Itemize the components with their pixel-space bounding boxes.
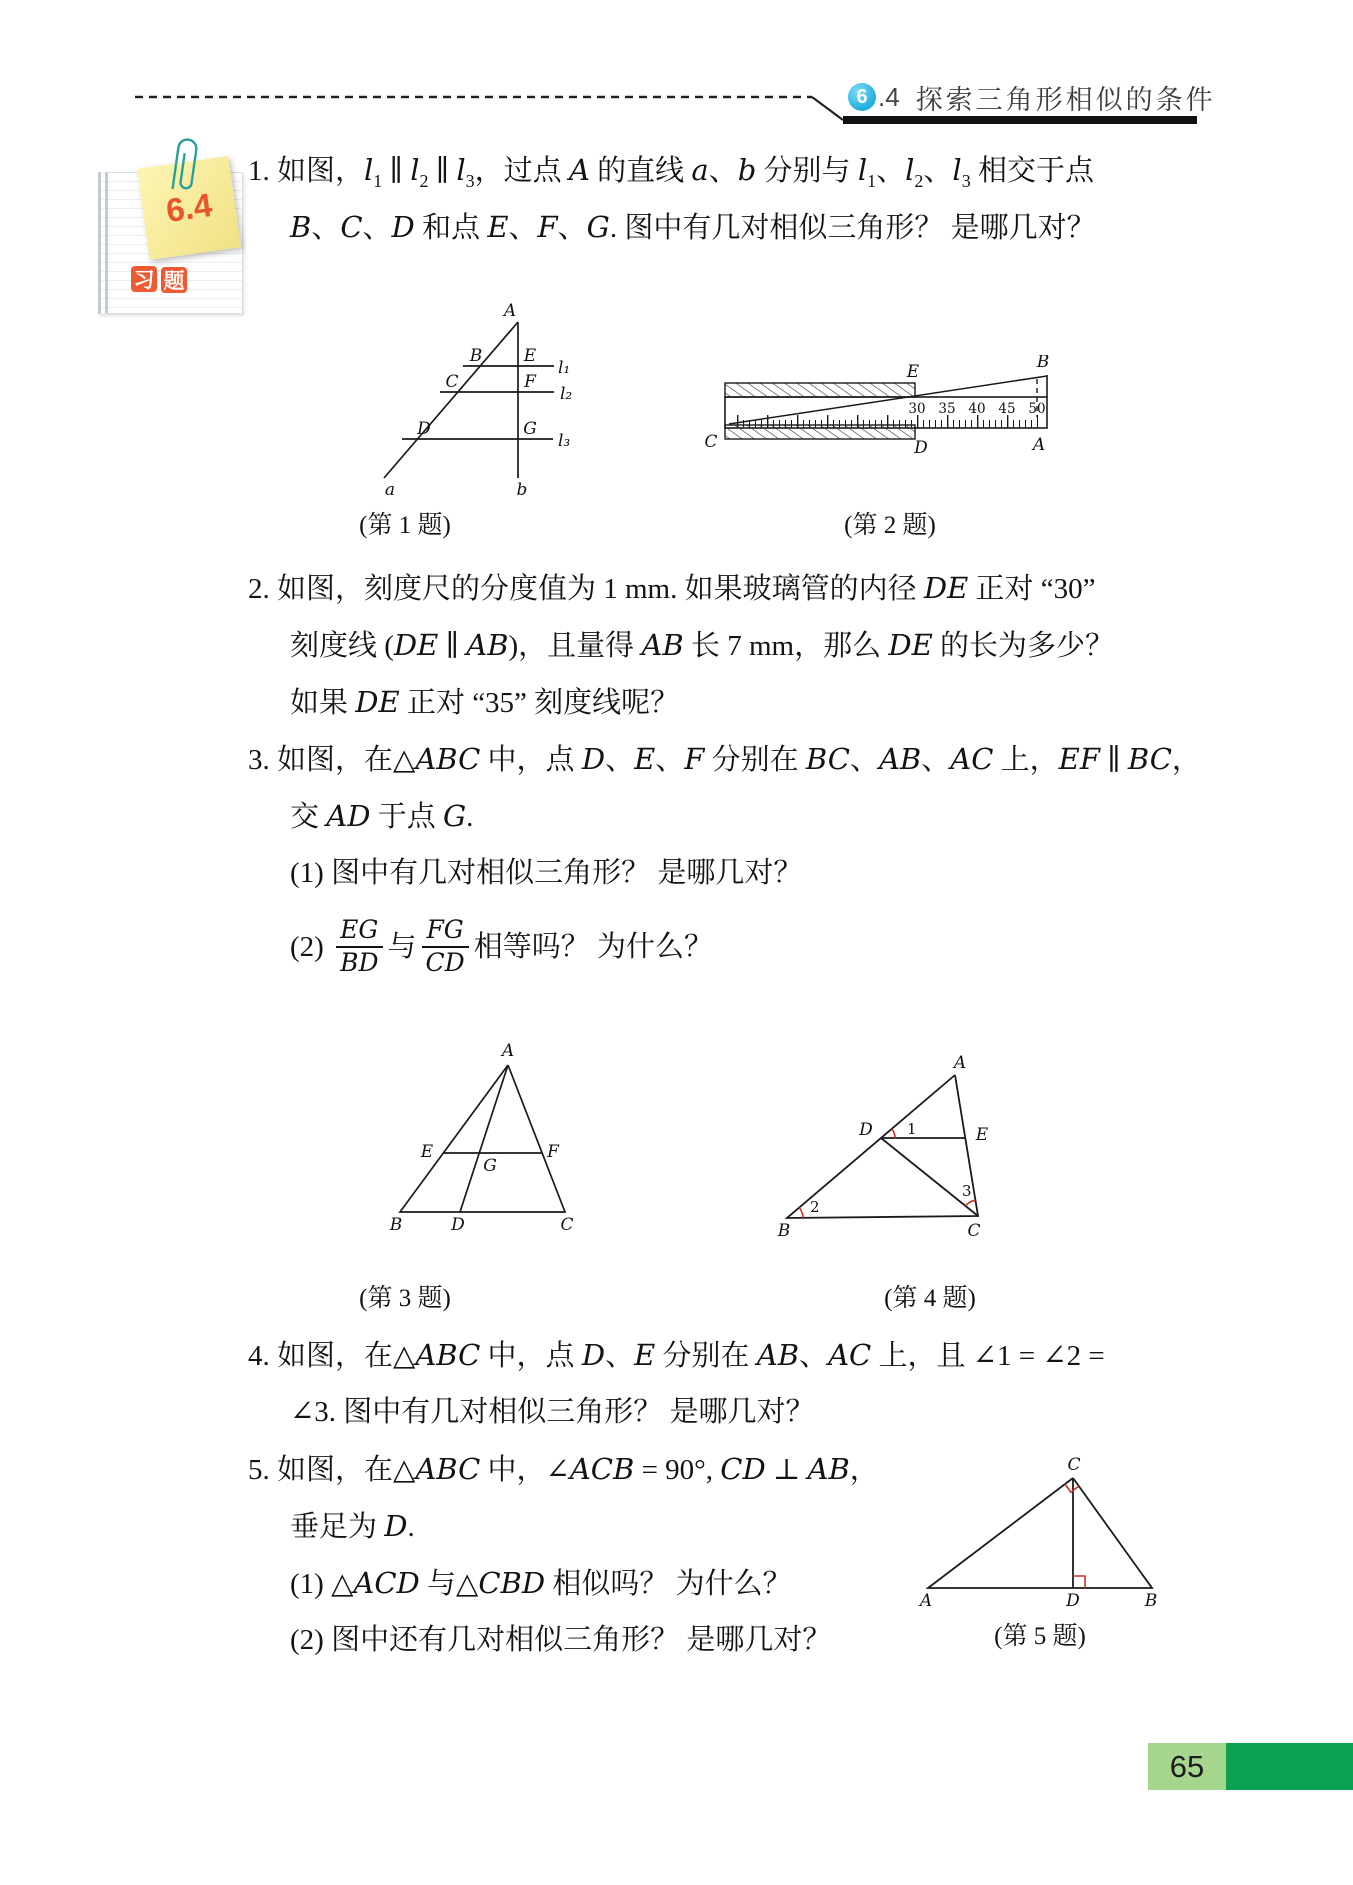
- fig1-label-a: a: [384, 480, 396, 500]
- ruler-tick-50: 50: [1028, 401, 1046, 417]
- ruler-tick-45: 45: [998, 401, 1016, 417]
- angle-3-arc: [966, 1200, 976, 1206]
- fig3-label-G: G: [483, 1156, 497, 1176]
- figure-problem-5: [915, 1440, 1165, 1615]
- ruler-tick-35: 35: [938, 401, 956, 417]
- tube-upper-wall: [725, 383, 915, 397]
- fig2-label-A: A: [1032, 435, 1046, 455]
- fig4-angle-2: 2: [810, 1198, 820, 1216]
- fig4-label-E: E: [975, 1125, 989, 1145]
- figure-problem-2: [695, 355, 1075, 505]
- fig1-label-B: B: [469, 346, 483, 366]
- figure-2-caption: (第 2 题): [844, 512, 936, 539]
- fig1-label-A: A: [503, 301, 517, 321]
- problem-3-line-1: 3. 如图，在△ABC 中，点 D、E、F 分别在 BC、AB、AC 上，EF ∥ BC，: [248, 742, 1201, 776]
- right-angle-mark-D: [1073, 1576, 1085, 1588]
- fig4-angle-3: 3: [962, 1182, 972, 1200]
- fig1-label-l2: l₂: [560, 384, 573, 404]
- fig3-label-B: B: [389, 1215, 403, 1235]
- exercise-tag-char-2: 题: [161, 267, 187, 293]
- fig3-label-C: C: [560, 1215, 574, 1235]
- section-number-badge: 6: [848, 83, 876, 111]
- fig1-label-F: F: [524, 372, 536, 392]
- fig3-label-F: F: [547, 1142, 559, 1162]
- exercise-tag-char-1: 习: [131, 266, 157, 292]
- fig5-label-A: A: [919, 1591, 933, 1611]
- problem-2-line-2: 刻度线 (DE ∥ AB)，且量得 AB 长 7 mm，那么 DE 的长为多少？: [290, 628, 1115, 662]
- fig4-label-C: C: [967, 1221, 981, 1241]
- problem-1-line-2: B、C、D 和点 E、F、G. 图中有几对相似三角形？ 是哪几对？: [290, 210, 1096, 244]
- fig5-label-D: D: [1066, 1591, 1080, 1611]
- figure-3-caption: (第 3 题): [359, 1285, 451, 1312]
- figure-1-caption: (第 1 题): [359, 512, 451, 539]
- fig1-label-b: b: [516, 480, 528, 500]
- header-underline-bar: [843, 116, 1197, 124]
- fig1-label-E: E: [523, 346, 537, 366]
- section-number-rest: .4: [878, 81, 900, 112]
- fig2-label-E: E: [906, 362, 920, 382]
- fig1-label-C: C: [445, 372, 459, 392]
- problem-2-line-3: 如果 DE 正对 “35” 刻度线呢？: [290, 685, 680, 719]
- triangle-ABC: [400, 1065, 565, 1212]
- ruler-tick-30: 30: [908, 401, 926, 417]
- problem-3-line-2: 交 AD 于点 G.: [290, 799, 474, 833]
- problem-2-line-1: 2. 如图，刻度尺的分度值为 1 mm. 如果玻璃管的内径 DE 正对 “30”: [248, 571, 1096, 605]
- page-number-block: [1148, 1743, 1226, 1790]
- fig1-label-l3: l₃: [558, 431, 571, 451]
- footer-green-bar: [1226, 1743, 1353, 1790]
- section-header: [848, 80, 1216, 114]
- fig4-label-D: D: [859, 1120, 873, 1140]
- fig2-label-D: D: [914, 438, 928, 458]
- fig1-label-G: G: [523, 419, 537, 439]
- tube-lower-wall: [725, 425, 915, 439]
- fig3-label-E: E: [420, 1142, 434, 1162]
- fig4-label-B: B: [777, 1221, 791, 1241]
- page-number: 65: [1169, 1748, 1205, 1784]
- fig1-label-D: D: [417, 419, 431, 439]
- header-diagonal-line: [812, 97, 843, 120]
- figure-4-caption: (第 4 题): [884, 1285, 976, 1312]
- figure-problem-4: [760, 1050, 1000, 1250]
- paperclip-wire: [173, 138, 198, 191]
- problem-1-line-1: 1. 如图，$l_1$ ∥ $l_2$ ∥ $l_3$，过点 A 的直线 a、b 分别与 $l_1$、$l_2$、$l_3$ 相交于点: [248, 153, 1094, 191]
- segment-DC: [881, 1138, 978, 1216]
- ruler-tick-40: 40: [968, 401, 986, 417]
- problem-3-question-2: (2) $\frac{EG}{BD}$ 与 $\frac{FG}{CD}$ 相等吗？ 为什么？: [290, 915, 713, 977]
- fig4-label-A: A: [953, 1053, 967, 1073]
- right-angle-mark-C: [1065, 1484, 1079, 1492]
- problem-4-line-2: ∠3. 图中有几对相似三角形？ 是哪几对？: [290, 1396, 815, 1428]
- paperclip-icon: [162, 132, 202, 198]
- angle-1-arc: [892, 1129, 895, 1138]
- fig3-label-A: A: [501, 1041, 515, 1061]
- angle-2-arc: [799, 1208, 803, 1218]
- problem-5-question-2: (2) 图中还有几对相似三角形？ 是哪几对？: [290, 1624, 832, 1656]
- line-a: [384, 322, 518, 478]
- fig2-label-C: C: [704, 432, 718, 452]
- fig4-angle-1: 1: [907, 1120, 917, 1138]
- figure-5-caption: (第 5 题): [994, 1623, 1086, 1650]
- figure-problem-1: [380, 300, 600, 500]
- fig2-label-B: B: [1036, 355, 1050, 372]
- fig1-label-l1: l₁: [558, 358, 571, 378]
- fig3-label-D: D: [451, 1215, 465, 1235]
- figure-problem-3: [380, 1040, 600, 1240]
- sticky-note-label: 6.4: [163, 185, 215, 230]
- segment-AD: [460, 1065, 508, 1212]
- problem-5-line-2: 垂足为 D.: [290, 1509, 415, 1543]
- section-title: 探索三角形相似的条件: [915, 84, 1216, 115]
- problem-3-question-1: (1) 图中有几对相似三角形？ 是哪几对？: [290, 857, 803, 889]
- triangle-ABC: [787, 1075, 978, 1218]
- fig5-label-B: B: [1144, 1591, 1158, 1611]
- problem-5-line-1: 5. 如图，在△ABC 中，∠ACB = 90°, CD ⊥ AB，: [248, 1452, 879, 1486]
- fig5-label-C: C: [1067, 1455, 1081, 1475]
- triangle-ABC: [928, 1478, 1152, 1588]
- problem-5-question-1: (1) △ACD 与△CBD 相似吗？ 为什么？: [290, 1566, 792, 1600]
- problem-4-line-1: 4. 如图，在△ABC 中，点 D、E 分别在 AB、AC 上，且 ∠1 = ∠2 =: [248, 1338, 1105, 1372]
